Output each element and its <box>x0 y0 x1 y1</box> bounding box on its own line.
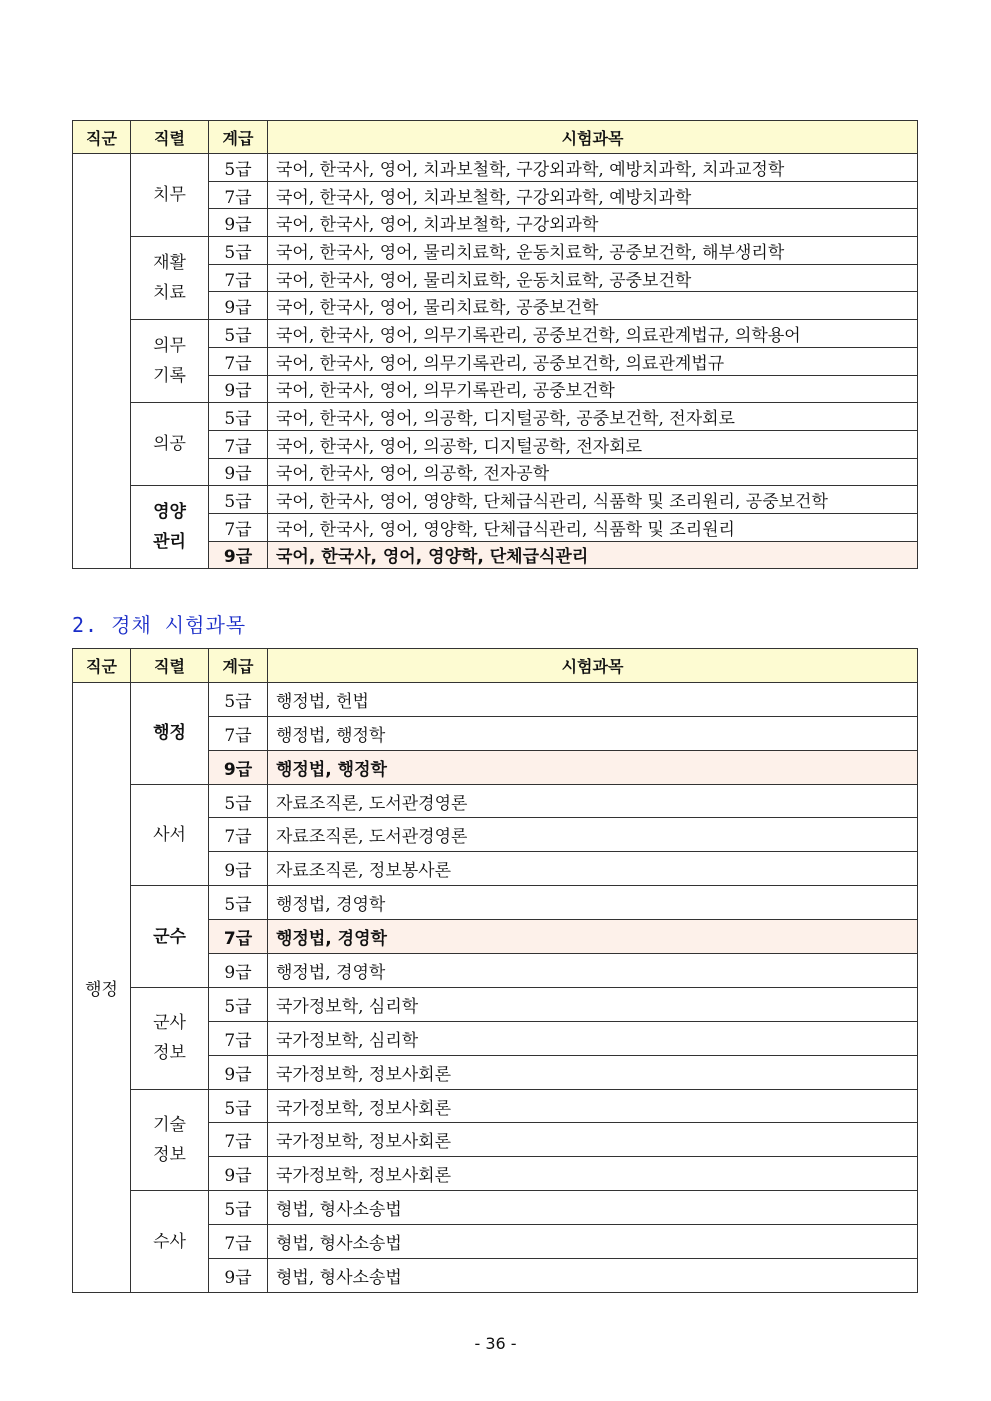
grade-cell: 7급 <box>209 1225 268 1259</box>
exam-subjects-cell: 행정법, 헌법 <box>268 682 918 716</box>
grade-cell: 9급 <box>209 292 268 320</box>
job-series-cell: 군사 정보 <box>131 987 209 1089</box>
job-series-cell: 행정 <box>131 682 209 784</box>
category-cell <box>73 154 131 569</box>
grade-cell: 9급 <box>209 375 268 403</box>
job-series-cell: 치무 <box>131 154 209 237</box>
exam-subjects-cell: 국어, 한국사, 영어, 의무기록관리, 공중보건학 <box>268 375 918 403</box>
exam-subjects-cell: 자료조직론, 정보봉사론 <box>268 852 918 886</box>
exam-subjects-cell: 자료조직론, 도서관경영론 <box>268 784 918 818</box>
section-title: 2. 경채 시험과목 <box>72 613 247 637</box>
table-row <box>73 403 918 431</box>
exam-subjects-cell: 국가정보학, 정보사회론 <box>268 1055 918 1089</box>
exam-subjects-cell: 국어, 한국사, 영어, 영양학, 단체급식관리, 식품학 및 조리원리, 공중보건학 <box>268 486 918 514</box>
grade-cell: 9급 <box>209 458 268 486</box>
grade-cell: 7급 <box>209 920 268 954</box>
table-body <box>73 154 918 569</box>
grade-cell: 5급 <box>209 1191 268 1225</box>
exam-subjects-cell: 국가정보학, 정보사회론 <box>268 1157 918 1191</box>
grade-cell: 9급 <box>209 954 268 988</box>
grade-cell: 7급 <box>209 181 268 209</box>
grade-cell: 9급 <box>209 1157 268 1191</box>
grade-cell: 9급 <box>209 541 268 569</box>
exam-subjects-cell: 국어, 한국사, 영어, 의공학, 디지털공학, 전자회로 <box>268 430 918 458</box>
exam-subjects-cell: 국어, 한국사, 영어, 치과보철학, 구강외과학 <box>268 209 918 237</box>
exam-subjects-cell: 행정법, 행정학 <box>268 750 918 784</box>
job-series-cell: 영양 관리 <box>131 486 209 569</box>
grade-cell: 7급 <box>209 347 268 375</box>
grade-cell: 5급 <box>209 886 268 920</box>
exam-subjects-cell: 국어, 한국사, 영어, 치과보철학, 구강외과학, 예방치과학 <box>268 181 918 209</box>
table-row <box>73 237 918 265</box>
exam-subjects-cell: 국어, 한국사, 영어, 물리치료학, 운동치료학, 공중보건학 <box>268 264 918 292</box>
table-row <box>73 320 918 348</box>
exam-subjects-cell: 자료조직론, 도서관경영론 <box>268 818 918 852</box>
table-header-row <box>73 121 918 154</box>
job-series-cell: 군수 <box>131 886 209 988</box>
header-exam-subjects: 시험과목 <box>268 121 918 154</box>
job-series-cell: 의무 기록 <box>131 320 209 403</box>
exam-subjects-cell: 국어, 한국사, 영어, 물리치료학, 공중보건학 <box>268 292 918 320</box>
header-grade: 계급 <box>209 649 268 683</box>
grade-cell: 7급 <box>209 264 268 292</box>
exam-subjects-cell: 국어, 한국사, 영어, 의공학, 전자공학 <box>268 458 918 486</box>
exam-subjects-cell: 국어, 한국사, 영어, 의공학, 디지털공학, 공중보건학, 전자회로 <box>268 403 918 431</box>
exam-subjects-cell: 국어, 한국사, 영어, 의무기록관리, 공중보건학, 의료관계법규, 의학용어 <box>268 320 918 348</box>
grade-cell: 7급 <box>209 430 268 458</box>
exam-subjects-cell: 국어, 한국사, 영어, 물리치료학, 운동치료학, 공중보건학, 해부생리학 <box>268 237 918 265</box>
job-series-cell: 수사 <box>131 1191 209 1293</box>
exam-subjects-cell: 국가정보학, 정보사회론 <box>268 1123 918 1157</box>
grade-cell: 9급 <box>209 209 268 237</box>
exam-subjects-cell: 행정법, 경영학 <box>268 954 918 988</box>
exam-subjects-cell: 국가정보학, 심리학 <box>268 987 918 1021</box>
grade-cell: 9급 <box>209 852 268 886</box>
exam-subjects-cell: 국어, 한국사, 영어, 치과보철학, 구강외과학, 예방치과학, 치과교정학 <box>268 154 918 182</box>
job-series-cell: 기술 정보 <box>131 1089 209 1191</box>
exam-subjects-table-2 <box>72 648 918 1293</box>
header-job-series: 직렬 <box>131 121 209 154</box>
exam-subjects-table-1 <box>72 120 918 569</box>
table-row <box>73 682 918 716</box>
grade-cell: 5급 <box>209 320 268 348</box>
grade-cell: 5급 <box>209 1089 268 1123</box>
exam-subjects-cell: 행정법, 행정학 <box>268 716 918 750</box>
header-grade: 계급 <box>209 121 268 154</box>
grade-cell: 9급 <box>209 750 268 784</box>
grade-cell: 5급 <box>209 154 268 182</box>
exam-subjects-cell: 국어, 한국사, 영어, 의무기록관리, 공중보건학, 의료관계법규 <box>268 347 918 375</box>
grade-cell: 7급 <box>209 1021 268 1055</box>
job-series-cell: 의공 <box>131 403 209 486</box>
header-category: 직군 <box>73 121 131 154</box>
table-body <box>73 682 918 1292</box>
header-job-series: 직렬 <box>131 649 209 683</box>
exam-subjects-cell: 국어, 한국사, 영어, 영양학, 단체급식관리 <box>268 541 918 569</box>
category-cell: 행정 <box>73 682 131 1292</box>
exam-subjects-cell: 형법, 형사소송법 <box>268 1225 918 1259</box>
page-number: - 36 - <box>474 1334 517 1353</box>
grade-cell: 9급 <box>209 1055 268 1089</box>
grade-cell: 5급 <box>209 403 268 431</box>
table-row <box>73 886 918 920</box>
grade-cell: 7급 <box>209 818 268 852</box>
exam-subjects-cell: 형법, 형사소송법 <box>268 1259 918 1293</box>
table-row <box>73 1191 918 1225</box>
job-series-cell: 사서 <box>131 784 209 886</box>
exam-subjects-cell: 국어, 한국사, 영어, 영양학, 단체급식관리, 식품학 및 조리원리 <box>268 513 918 541</box>
exam-subjects-cell: 형법, 형사소송법 <box>268 1191 918 1225</box>
table-row <box>73 154 918 182</box>
exam-subjects-cell: 행정법, 경영학 <box>268 886 918 920</box>
exam-subjects-cell: 국가정보학, 정보사회론 <box>268 1089 918 1123</box>
table-row <box>73 784 918 818</box>
grade-cell: 5급 <box>209 486 268 514</box>
table-row <box>73 486 918 514</box>
exam-subjects-cell: 행정법, 경영학 <box>268 920 918 954</box>
job-series-cell: 재활 치료 <box>131 237 209 320</box>
grade-cell: 5급 <box>209 237 268 265</box>
grade-cell: 5급 <box>209 784 268 818</box>
grade-cell: 9급 <box>209 1259 268 1293</box>
header-exam-subjects: 시험과목 <box>268 649 918 683</box>
table-row <box>73 1089 918 1123</box>
grade-cell: 5급 <box>209 987 268 1021</box>
table-row <box>73 987 918 1021</box>
grade-cell: 7급 <box>209 716 268 750</box>
table-header-row <box>73 649 918 683</box>
grade-cell: 7급 <box>209 1123 268 1157</box>
header-category: 직군 <box>73 649 131 683</box>
exam-subjects-cell: 국가정보학, 심리학 <box>268 1021 918 1055</box>
grade-cell: 5급 <box>209 682 268 716</box>
grade-cell: 7급 <box>209 513 268 541</box>
